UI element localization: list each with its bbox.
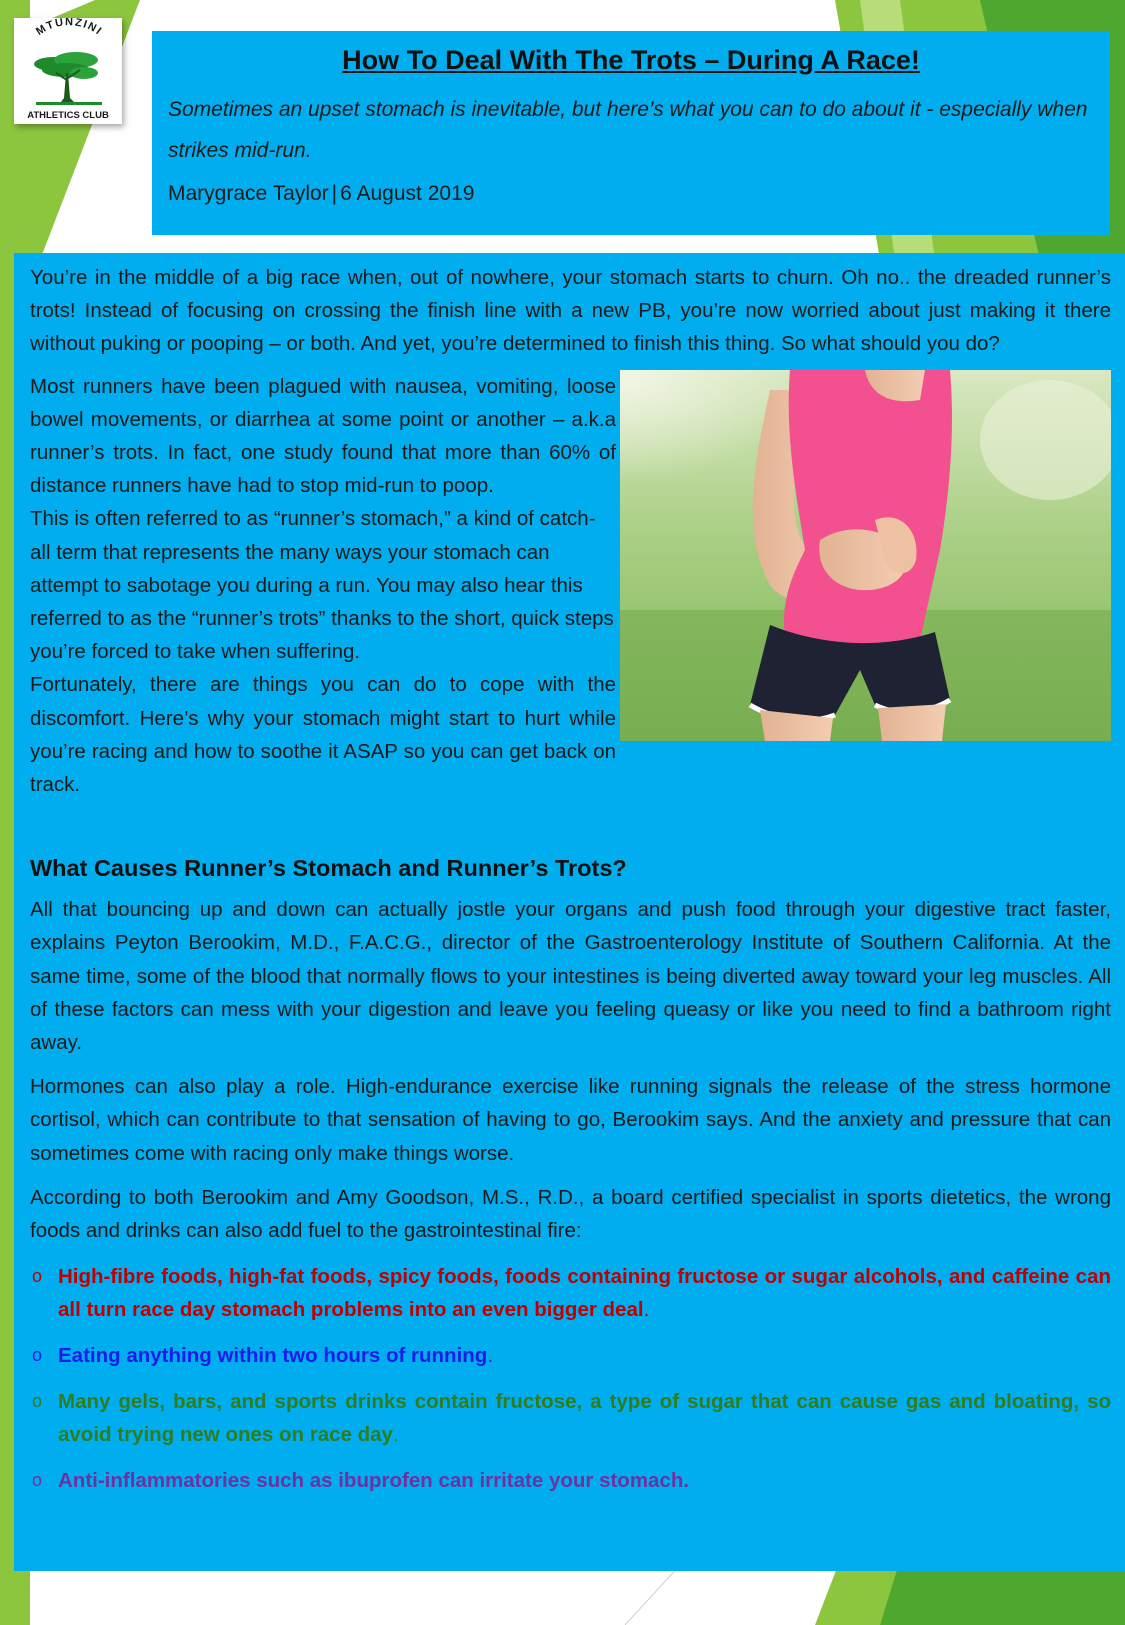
list-item <box>30 1260 1111 1326</box>
paragraph-6: Hormones can also play a role. High-endurance exercise like running signals the release of the stress hormone cortisol, which can contribute to that sensation of having to go, Berookim says. And the anxiety and pressure that can sometimes come with racing only make things worse. <box>30 1075 1111 1165</box>
bullet-end: . <box>392 1423 399 1447</box>
intro-paragraph: You’re in the middle of a big race when, out of nowhere, your stomach starts to churn. Oh no.. the dreaded runner’s trots! Instead of focusing on crossing the finish line with a new PB, you’re now worried about just making it there without puking or pooping – or both. And yet, you’re determined to finish this thing. So what should you do? <box>30 266 1111 356</box>
tree-icon <box>14 18 122 124</box>
club-logo <box>14 18 122 124</box>
logo-bottom-text: ATHLETICS CLUB <box>27 110 109 121</box>
byline-separator: | <box>331 182 338 205</box>
author-name: Marygrace Taylor <box>168 182 329 205</box>
bullet-text: Many gels, bars, and sports drinks contain fructose, a type of sugar that can cause gas and bloating, so avoid trying new ones on race day <box>58 1390 1111 1447</box>
bullet-text: High-fibre foods, high-fat foods, spicy foods, foods containing fructose or sugar alcohols, and caffeine can all turn race day stomach problems into an even bigger deal <box>58 1265 1111 1322</box>
bullet-marker: o <box>32 1345 43 1366</box>
runner-stomach-photo <box>620 370 1111 741</box>
bullet-marker: o <box>32 1391 43 1412</box>
byline <box>168 179 1094 209</box>
section-heading: What Causes Runner’s Stomach and Runner’s Trots? <box>30 855 627 882</box>
paragraph-5: All that bouncing up and down can actually jostle your organs and push food through your digestive tract faster, explains Peyton Berookim, M.D., F.A.C.G., director of the Gastroenterology Institute of Southern California. At the same time, some of the blood that normally flows to your intestines is being diverted away toward your leg muscles. All of these factors can mess with your digestion and leave you feeling queasy or like you need to find a bathroom right away. <box>30 898 1111 1055</box>
bullet-marker: o <box>32 1470 43 1491</box>
paragraph-3: This is often referred to as “runner’s stomach,” a kind of catch-all term that represents the many ways your stomach can attempt to sabotage you during a run. You may also hear this referred to as the “runner’s trots” thanks to the short, quick steps you’re forced to take when suffering. <box>30 507 614 664</box>
bullet-text: Anti-inflammatories such as ibuprofen can irritate your stomach. <box>58 1469 690 1493</box>
bullet-end: . <box>643 1298 650 1322</box>
article-body <box>14 253 1125 1571</box>
list-item <box>30 1339 1111 1372</box>
list-item <box>30 1385 1111 1451</box>
article-title: How To Deal With The Trots – During A Race! <box>342 45 920 75</box>
logo-top-text: MTUNZINI <box>33 18 105 38</box>
publish-date: 6 August 2019 <box>340 182 475 205</box>
bullet-text: Eating anything within two hours of running <box>58 1344 488 1368</box>
paragraph-7: According to both Berookim and Amy Goodson, M.S., R.D., a board certified specialist in sports dietetics, the wrong foods and drinks can also add fuel to the gastrointestinal fire: <box>30 1185 1111 1243</box>
paragraph-4: Fortunately, there are things you can do to cope with the discomfort. Here’s why your stomach might start to hurt while you’re racing and how to soothe it ASAP so you can get back on track. <box>30 673 616 797</box>
svg-text:MTUNZINI <box>34 18 104 38</box>
list-item <box>30 1464 1111 1497</box>
bullet-list <box>30 1260 1111 1497</box>
article-header <box>152 31 1110 235</box>
bullet-end: . <box>487 1344 494 1368</box>
paragraph-2: Most runners have been plagued with nausea, vomiting, loose bowel movements, or diarrhea at some point or another – a.k.a runner’s trots. In fact, one study found that more than 60% of distance runners have had to stop mid-run to poop. <box>30 374 616 498</box>
bullet-marker: o <box>32 1266 43 1287</box>
article-subtitle: Sometimes an upset stomach is inevitable, but here’s what you can to do about it - especially when strikes mid-run. <box>168 98 1088 162</box>
